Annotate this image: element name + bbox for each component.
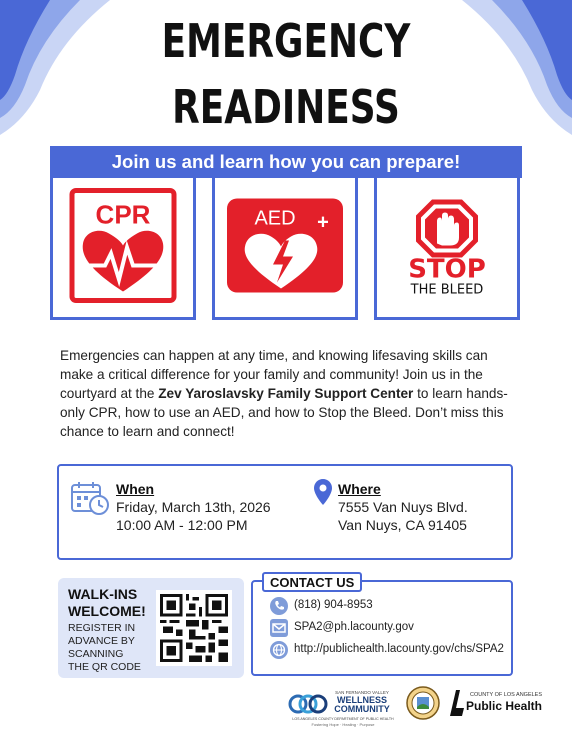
aed-plus: + (317, 211, 329, 233)
globe-icon (270, 641, 288, 659)
title-line-1: EMERGENCY (161, 14, 411, 68)
walk-ins-box (58, 578, 244, 678)
wellness-community-logo (286, 686, 400, 730)
walk-ins-title (68, 586, 146, 620)
stop-the-bleed-tile (374, 178, 520, 320)
qr-code-icon (160, 594, 228, 662)
aed-label: AED (254, 207, 296, 229)
stop-label: STOP (408, 254, 486, 284)
title-line-2: READINESS (172, 80, 400, 134)
contact-website[interactable]: http://publichealth.lacounty.gov/chs/SPA2 (294, 643, 504, 655)
event-date: Friday, March 13th, 2026 (116, 499, 271, 515)
register-line-1: REGISTER IN (68, 622, 136, 634)
wellness-top-text: SAN FERNANDO VALLEY (335, 690, 389, 695)
intro-text-2: to learn hands-only CPR, how to use an AED, and how to Stop the Bleed. Don’t miss this chance to learn and connect! (60, 386, 508, 439)
wellness-tagline: Fostering Hope · Healing · Purpose (311, 722, 375, 727)
wellness-line-1: WELLNESS (336, 695, 388, 705)
where-label: Where (338, 481, 381, 497)
register-line-2: ADVANCE BY (68, 635, 135, 647)
wellness-line-2: COMMUNITY (334, 704, 390, 714)
county-seal-icon (406, 686, 440, 720)
contact-title: CONTACT US (262, 572, 362, 592)
intro-paragraph (60, 346, 520, 441)
aed-tile (212, 178, 358, 320)
the-bleed-label: THE BLEED (410, 282, 484, 295)
public-health-top-text: COUNTY OF LOS ANGELES (469, 692, 543, 698)
walk-ins-line-2: WELCOME! (68, 603, 146, 619)
venue-name: Zev Yaroslavsky Family Support Center (158, 386, 414, 401)
email-icon (270, 619, 288, 637)
contact-phone[interactable]: (818) 904-8953 (294, 599, 373, 611)
address-city: Van Nuys, CA 91405 (338, 517, 467, 533)
event-time: 10:00 AM - 12:00 PM (116, 517, 248, 533)
phone-icon (270, 597, 288, 615)
public-health-main-text: Public Health (465, 699, 543, 713)
wellness-dept-text: LOS ANGELES COUNTY DEPARTMENT OF PUBLIC HEALTH (292, 717, 394, 721)
registration-qr-code[interactable] (156, 590, 232, 666)
register-instructions (68, 622, 141, 674)
when-label: When (116, 481, 155, 497)
cpr-heart-icon (69, 187, 177, 303)
address-street: 7555 Van Nuys Blvd. (338, 499, 468, 515)
register-line-3: SCANNING (68, 648, 124, 660)
stop-hand-icon (392, 195, 502, 295)
register-line-4: THE QR CODE (68, 661, 141, 673)
aed-heart-icon (225, 196, 345, 294)
banner: Join us and learn how you can prepare! (50, 146, 522, 178)
cpr-label: CPR (95, 199, 151, 229)
calendar-clock-icon (70, 480, 110, 516)
cpr-tile (50, 178, 196, 320)
intro-text-1: Emergencies can happen at any time, and knowing lifesaving skills can make a critical difference for your family and community! Join us in the courtyard at the (60, 348, 488, 401)
walk-ins-line-1: WALK-INS (68, 586, 138, 602)
public-health-logo (446, 686, 546, 720)
contact-email[interactable]: SPA2@ph.lacounty.gov (294, 621, 414, 633)
location-pin-icon (314, 479, 332, 505)
